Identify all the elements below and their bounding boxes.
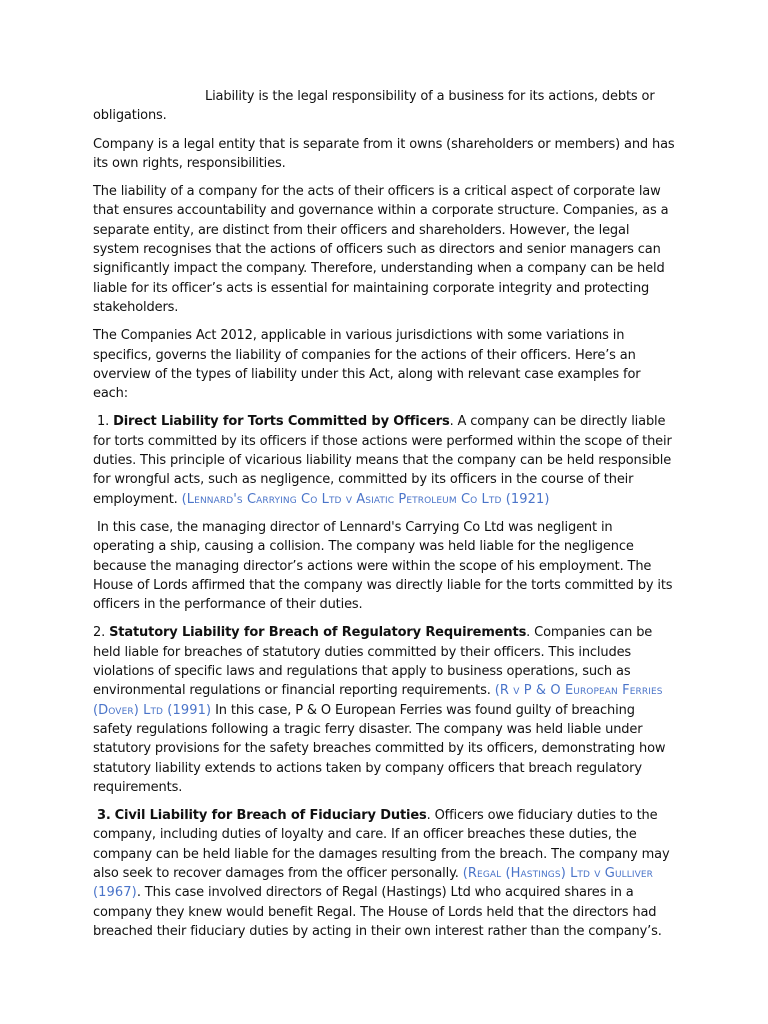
section-1-body: . A company can be directly liable for torts committed by its officers if those actions were performed within the scope of their duties. This principle of vicarious liability means that the company can be held responsible for wrongful acts, such as negligence, committed by its officers in the course of their employment. <box>93 414 672 507</box>
section-2-body: . Companies can be held liable for breaches of statutory duties committed by their officers. This includes violations of specific laws and regulations that apply to business operations, such as environmental regulations or financial reporting requirements. <box>93 625 653 699</box>
section-1-explanation-text: In this case, the managing director of Lennard's Carrying Co Ltd was negligent in operating a ship, causing a collision. The company was held liable for the negligence because the managing director’s actions were within the scope of his employment. The House of Lords affirmed that the company was directly liable for the torts committed by its officers in the performance of their duties. <box>93 519 673 613</box>
section-3-after: . This case involved directors of Regal (Hastings) Ltd who acquired shares in a company they knew would benefit Regal. The House of Lords held that the directors had breached their fiduciary duties by acting in their own interest rather than the company’s. <box>93 885 662 939</box>
section-1-heading: Direct Liability for Torts Committed by Officers <box>113 414 450 430</box>
overview-paragraph: The liability of a company for the acts of their officers is a critical aspect of corporate law that ensures accountability and governance within a corporate structure. Companies, as a separate entity, are distinct from their officers and shareholders. However, the legal system recognises that the actions of officers such as directors and senior managers can significantly impact the company. Therefore, understanding when a company can be held liable for its officer’s acts is essential for maintaining corporate integrity and protecting stakeholders. <box>93 184 669 315</box>
section-1-case-citation: (Lennard's Carrying Co Ltd v Asiatic Petroleum Co Ltd (1921) <box>181 491 550 507</box>
section-2-number: 2. <box>93 625 106 641</box>
section-1-paragraph <box>93 412 675 508</box>
section-3-paragraph <box>93 806 675 941</box>
section-3-heading: Civil Liability for Breach of Fiduciary Duties <box>114 808 427 824</box>
section-1-explanation <box>93 518 675 614</box>
company-definition-paragraph: Company is a legal entity that is separate from it owns (shareholders or members) and has its own rights, responsibilities. <box>93 136 675 171</box>
section-2-heading: Statutory Liability for Breach of Regulatory Requirements <box>109 625 527 641</box>
document-body <box>93 87 675 950</box>
intro-paragraph: Liability is the legal responsibility of a business for its actions, debts or obligations. <box>93 89 655 124</box>
section-2-paragraph <box>93 623 675 797</box>
section-3-number: 3. <box>96 808 111 824</box>
section-3-case-citation: (Regal (Hastings) Ltd v Gulliver (1967) <box>93 865 654 901</box>
section-2-case-citation: (R v P & O European Ferries (Dover) Ltd (1991) <box>93 683 663 718</box>
section-3-body: . Officers owe fiduciary duties to the company, including duties of loyalty and care. If an officer breaches these duties, the company can be held liable for the damages resulting from the breach. The company may also seek to recover damages from the officer personally. <box>93 808 670 881</box>
companies-act-paragraph: The Companies Act 2012, applicable in various jurisdictions with some variations in specifics, governs the liability of companies for the actions of their officers. Here’s an overview of the types of liability under this Act, along with relevant case examples for each: <box>93 328 641 402</box>
section-2-after: In this case, P & O European Ferries was found guilty of breaching safety regulations following a tragic ferry disaster. The company was held liable under statutory provisions for the safety breaches committed by its officers, demonstrating how statutory liability extends to actions taken by company officers that breach regulatory requirements. <box>93 702 666 795</box>
section-1-number: 1. <box>96 414 110 430</box>
